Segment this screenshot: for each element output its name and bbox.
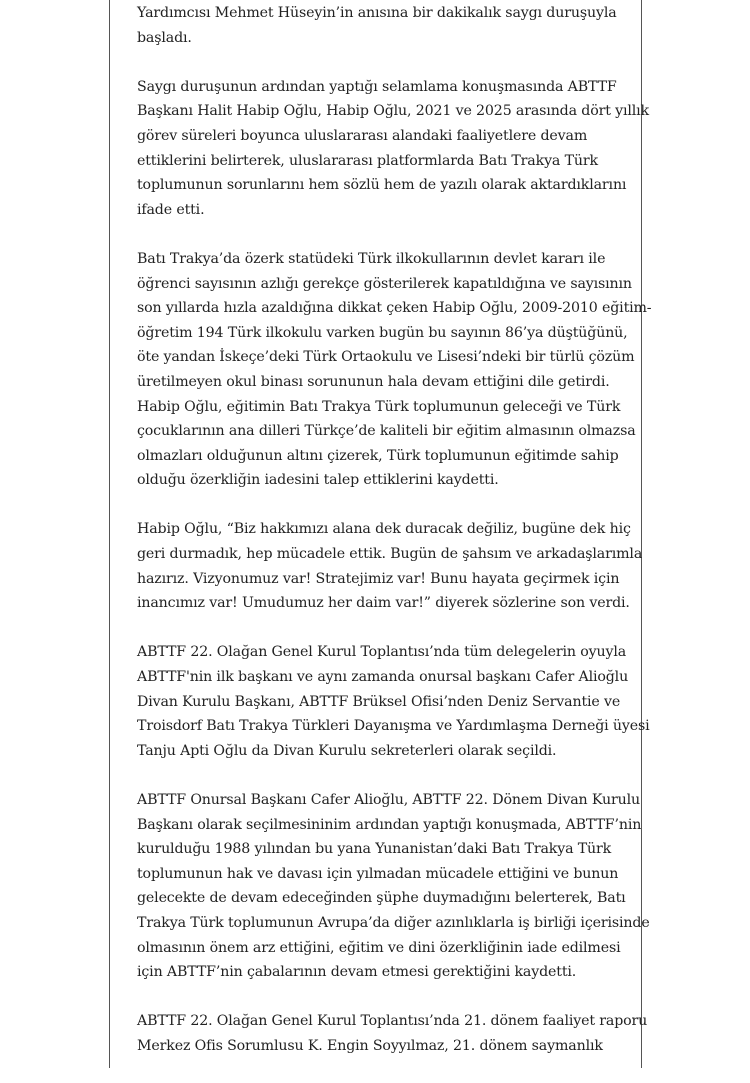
text-line: öğrenci sayısının azlığı gerekçe gösterilerek kapatıldığına ve sayısının [137,275,632,292]
text-line: kurulduğu 1988 yılından bu yana Yunanistan’daki Batı Trakya Türk [137,841,612,858]
text-line: ettiklerini belirterek, uluslararası platformlarda Batı Trakya Türk [137,152,598,169]
text-line: üretilmeyen okul binası sorununun hala devam ettiğini dile getirdi. [137,373,610,390]
text-line: Yardımcısı Mehmet Hüseyin’in anısına bir dakikalık saygı duruşuyla [137,5,617,21]
text-line: Troisdorf Batı Trakya Türkleri Dayanışma ve Yardımlaşma Derneği üyesi [137,718,650,735]
text-line: Tanju Apti Oğlu da Divan Kurulu sekreterleri olarak seçildi. [137,742,557,759]
text-line: Başkanı Halit Habip Oğlu, Habip Oğlu, 2021 ve 2025 arasında dört yıllık [137,103,650,120]
text-line: Saygı duruşunun ardından yaptığı selamlama konuşmasında ABTTF [137,78,617,95]
text-line: öğretim 194 Türk ilkokulu varken bugün bu sayının 86’ya düştüğünü, [137,324,628,341]
text-line: son yıllarda hızla azaldığına dikkat çeken Habip Oğlu, 2009-2010 eğitim- [137,300,652,317]
paragraph-quote [137,517,643,615]
text-line: için ABTTF’nin çabalarının devam etmesi gerektiğini kaydetti. [137,964,577,981]
paragraph-honorary-president [137,788,650,985]
text-line: olmazları olduğunun altını çizerek, Türk toplumunun eğitimde sahip [137,447,619,464]
text-line: ABTTF 22. Olağan Genel Kurul Toplantısı’nda tüm delegelerin oyuyla [137,644,627,661]
article-body [137,0,652,1083]
text-line: Merkez Ofis Sorumlusu K. Engin Soyyılmaz, 21. dönem saymanlık [137,1037,603,1054]
text-line: toplumunun hak ve davası için yılmadan mücadele ettiğini ve bunun [137,865,619,882]
text-line: geri durmadık, hep mücadele ettik. Bugün de şahsım ve arkadaşlarımla [137,546,643,563]
text-line: Habip Oğlu, “Biz hakkımızı alana dek duracak değiliz, bugüne dek hiç [137,521,631,538]
text-line: Trakya Türk toplumunun Avrupa’da diğer azınlıklarla iş birliği içerisinde [137,914,650,931]
paragraph-divan-election [137,640,650,763]
paragraph-opening [137,1,637,50]
text-line: çocuklarının ana dilleri Türkçe’de kaliteli bir eğitim almasının olmazsa [137,423,636,440]
paragraph-greeting-speech [137,75,650,223]
text-line: ifade etti. [137,201,205,218]
text-line: Başkanı olarak seçilmesininim ardından yaptığı konuşmada, ABTTF’nin [137,816,642,833]
text-line: Habip Oğlu, eğitimin Batı Trakya Türk toplumunun geleceği ve Türk [137,398,621,415]
text-line: ABTTF 22. Olağan Genel Kurul Toplantısı’nda 21. dönem faaliyet raporu [137,1013,648,1030]
text-line: inancımız var! Umudumuz her daim var!” diyerek sözlerine son verdi. [137,595,630,612]
text-line: olmasının önem arz ettiğini, eğitim ve dini özerkliğinin iade edilmesi [137,939,621,956]
text-line: Divan Kurulu Başkanı, ABTTF Brüksel Ofisi’nden Deniz Servantie ve [137,693,621,710]
text-line: başladı. [137,29,192,46]
text-line: toplumunun sorunlarını hem sözlü hem de yazılı olarak aktardıklarını [137,177,627,194]
text-line: ABTTF'nin ilk başkanı ve aynı zamanda onursal başkanı Cafer Alioğlu [137,669,629,686]
text-line: öte yandan İskeçe’deki Türk Ortaokulu ve Lisesi’ndeki bir türlü çözüm [137,349,635,366]
text-line: hazırız. Vizyonumuz var! Stratejimiz var! Bunu hayata geçirmek için [137,570,620,587]
text-line: olduğu özerkliğin iadesini talep ettiklerini kaydetti. [137,472,499,489]
text-line: gelecekte de devam edeceğinden şüphe duymadığını belerterek, Batı [137,890,626,907]
text-line: ABTTF Onursal Başkanı Cafer Alioğlu, ABTTF 22. Dönem Divan Kurulu [137,792,640,808]
text-line: Batı Trakya’da özerk statüdeki Türk ilkokullarının devlet kararı ile [137,250,606,267]
paragraph-education [137,247,652,493]
text-line: görev süreleri boyunca uluslararası alandaki faaliyetlere devam [137,127,588,144]
paragraph-activity-report [137,1009,648,1058]
